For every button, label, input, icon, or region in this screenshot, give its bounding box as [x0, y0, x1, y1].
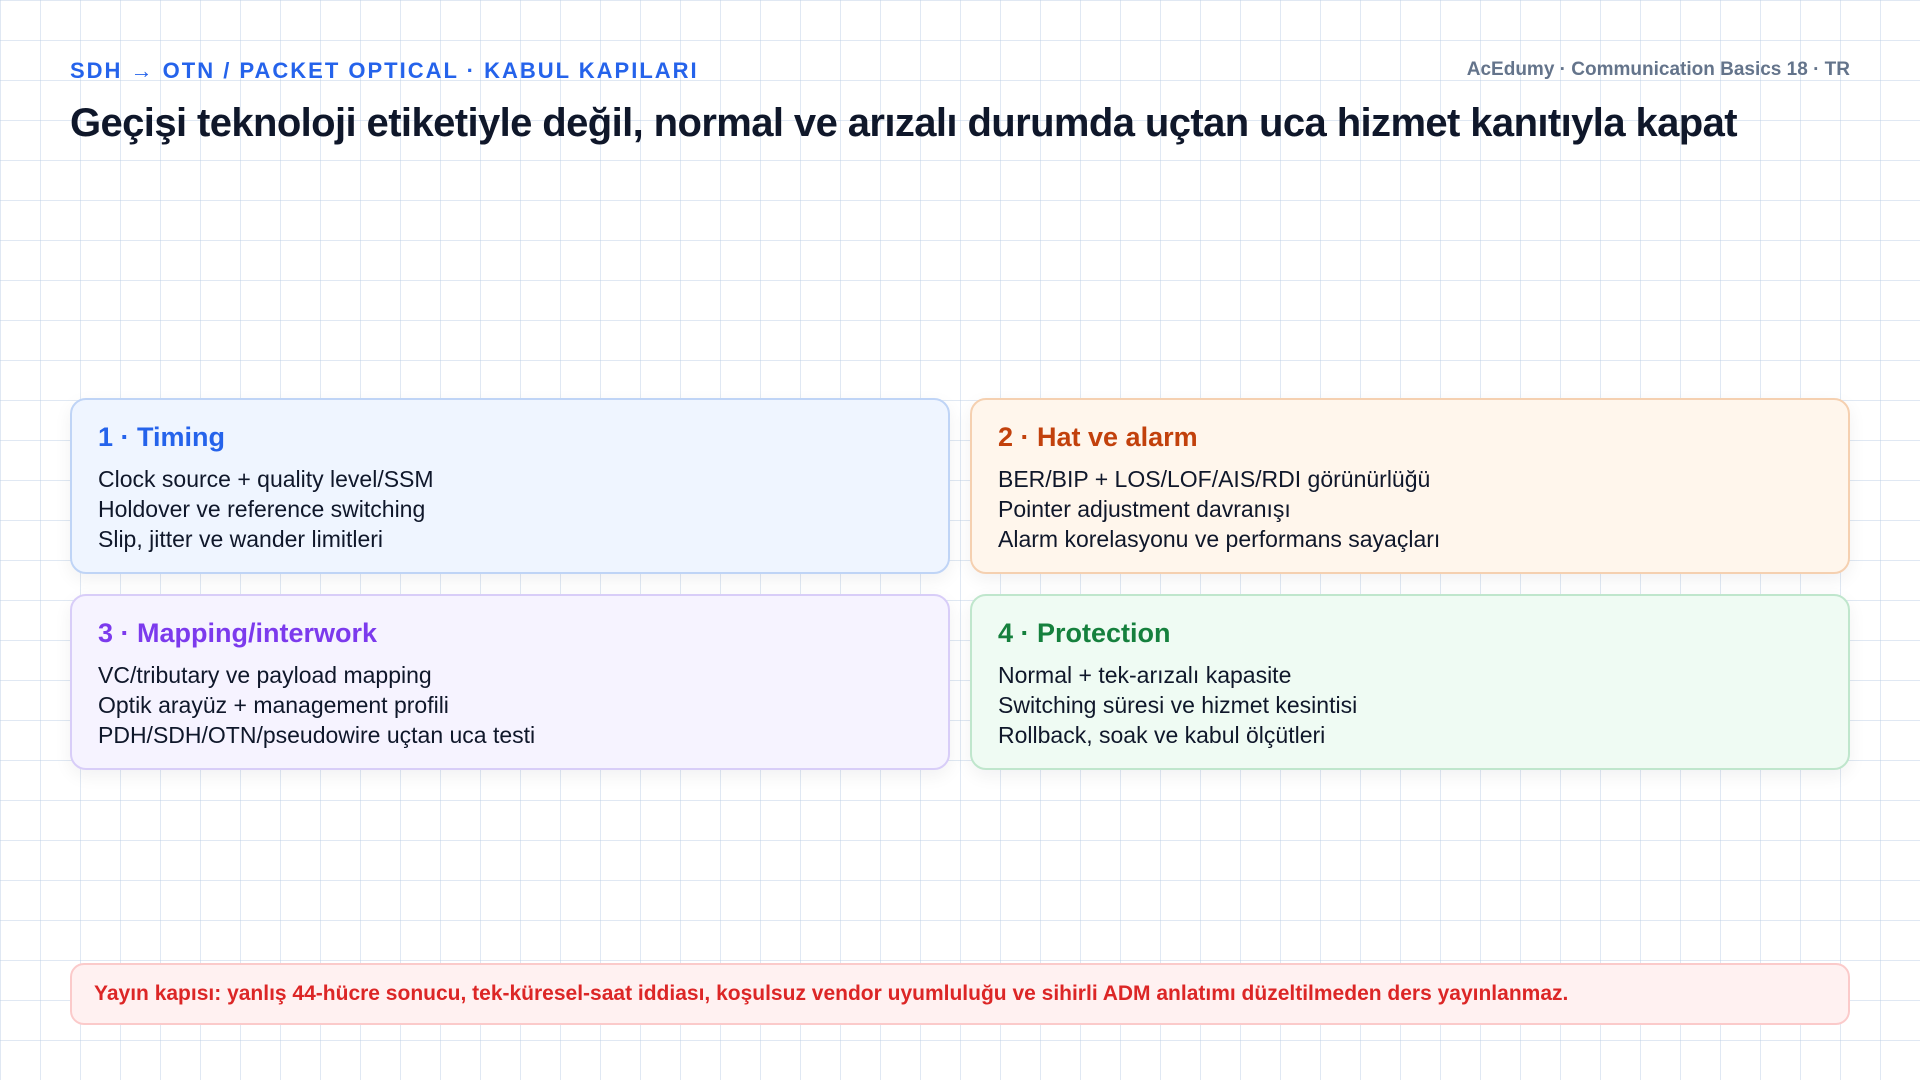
list-item: Alarm korelasyonu ve performans sayaçları	[998, 526, 1441, 552]
release-gate-warning: Yayın kapısı: yanlış 44-hücre sonucu, tek-küresel-saat iddiası, koşulsuz vendor uyumluluğu ve sihirli ADM anlatımı düzeltilmeden ders yayınlanmaz.	[70, 963, 1850, 1025]
brand-label: AcEdumy · Communication Basics 18 · TR	[1466, 59, 1850, 80]
card-items	[998, 660, 1824, 750]
page-title: Geçişi teknoloji etiketiyle değil, normal ve arızalı durumda uçtan uca hizmet kanıtıyla kapat	[70, 101, 1737, 145]
list-item: Clock source + quality level/SSM	[98, 466, 434, 492]
list-item: Holdover ve reference switching	[98, 496, 426, 522]
card-protection	[970, 594, 1850, 770]
card-title: 2 · Hat ve alarm	[998, 422, 1198, 452]
card-items	[98, 464, 924, 554]
acceptance-gates-grid	[70, 398, 1850, 770]
card-items	[98, 660, 924, 750]
list-item: VC/tributary ve payload mapping	[98, 662, 432, 688]
card-items	[998, 464, 1824, 554]
list-item: Rollback, soak ve kabul ölçütleri	[998, 722, 1326, 748]
list-item: Pointer adjustment davranışı	[998, 496, 1291, 522]
list-item: BER/BIP + LOS/LOF/AIS/RDI görünürlüğü	[998, 466, 1431, 492]
list-item: Switching süresi ve hizmet kesintisi	[998, 692, 1358, 718]
list-item: Normal + tek-arızalı kapasite	[998, 662, 1292, 688]
card-mapping-interwork	[70, 594, 950, 770]
list-item: Optik arayüz + management profili	[98, 692, 449, 718]
list-item: PDH/SDH/OTN/pseudowire uçtan uca testi	[98, 722, 536, 748]
card-title: 1 · Timing	[98, 422, 226, 452]
list-item: Slip, jitter ve wander limitleri	[98, 526, 384, 552]
card-title: 3 · Mapping/interwork	[98, 618, 378, 648]
card-line-and-alarm	[970, 398, 1850, 574]
section-kicker: SDH → OTN / PACKET OPTICAL · KABUL KAPILARI	[70, 58, 699, 83]
card-timing	[70, 398, 950, 574]
card-title: 4 · Protection	[998, 618, 1171, 648]
